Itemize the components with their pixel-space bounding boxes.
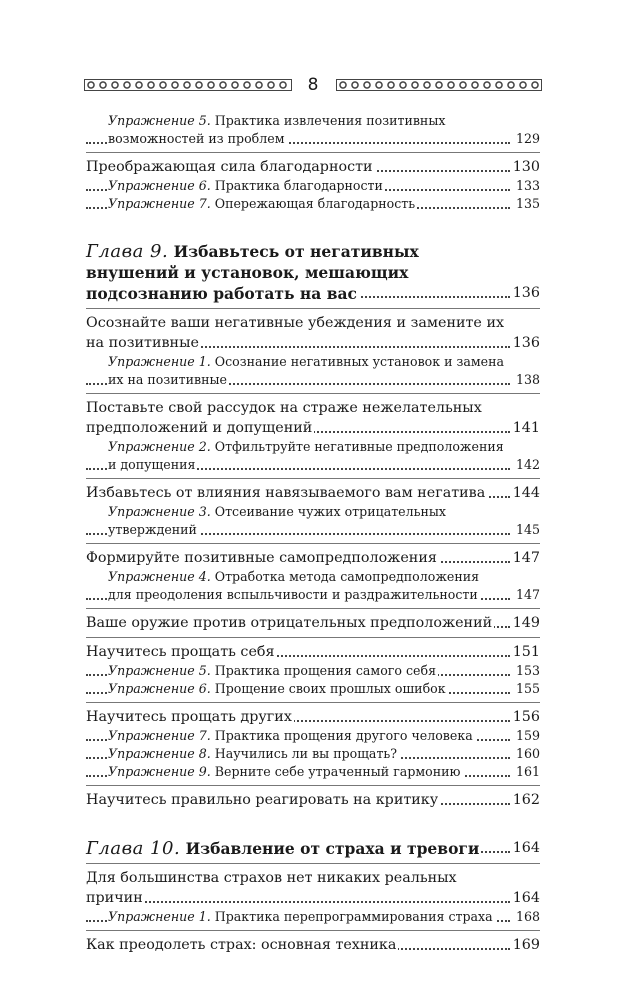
exercise-lead: Упражнение 7. [108, 728, 211, 743]
entry-page: 142 [513, 456, 540, 474]
entry-page: 147 [510, 548, 540, 568]
divider [86, 930, 540, 931]
toc-exercise[interactable] [86, 112, 540, 148]
toc-exercise[interactable] [86, 763, 540, 781]
entry-page: 136 [510, 333, 540, 353]
toc-section[interactable] [86, 398, 540, 438]
running-header [84, 72, 540, 100]
toc-exercise[interactable] [86, 195, 540, 213]
divider [86, 393, 540, 394]
chapter-label: Глава 9. [86, 241, 169, 262]
entry-page: 159 [513, 727, 540, 745]
entry-page: 168 [513, 908, 540, 926]
toc-section[interactable] [86, 642, 540, 662]
toc-section[interactable] [86, 868, 540, 908]
toc-exercise[interactable] [86, 908, 540, 926]
divider [86, 543, 540, 544]
exercise-lead: Упражнение 6. [108, 681, 211, 696]
toc-chapter[interactable] [86, 838, 540, 859]
divider [86, 637, 540, 638]
entry-page: 164 [510, 888, 540, 908]
entry-title: Практика перепрограммирования страха [214, 909, 493, 924]
chapter-gap [86, 213, 540, 241]
chapter-title: Избавление от страха и тревоги [185, 839, 480, 858]
entry-page: 130 [510, 157, 540, 177]
leader-dots [86, 901, 510, 903]
entry-page: 151 [510, 642, 540, 662]
entry-page: 169 [510, 935, 540, 955]
entry-title: Отсеивание чужих отрицательных утверждений [108, 504, 447, 537]
entry-page: 155 [513, 680, 540, 698]
entry-page: 135 [513, 195, 540, 213]
entry-page: 133 [513, 177, 540, 195]
entry-title: Ваше оружие против отрицательных предположений [86, 615, 493, 631]
entry-title: Практика прощения самого себя [214, 663, 437, 678]
toc-exercise[interactable] [86, 503, 540, 539]
entry-title: Научитесь прощать себя [86, 644, 275, 660]
entry-page: 164 [510, 838, 540, 859]
chapter-gap [86, 810, 540, 838]
entry-title: Практика прощения другого человека [214, 728, 473, 743]
divider [86, 863, 540, 864]
divider [86, 308, 540, 309]
toc-section[interactable] [86, 707, 540, 727]
entry-title: Осознайте ваши негативные убеждения и замените их на позитивные [86, 315, 505, 351]
entry-title: Отработка метода самопредположения для преодоления вспыльчивости и раздражительности [108, 569, 480, 602]
entry-title: Формируйте позитивные самопредположения [86, 550, 437, 566]
toc-exercise[interactable] [86, 353, 540, 389]
exercise-lead: Упражнение 5. [108, 113, 211, 128]
divider [86, 702, 540, 703]
chapter-title: Избавьтесь от негативных внушений и установок, мешающих подсознанию работать на вас [86, 242, 419, 303]
chapter-label: Глава 10. [86, 838, 181, 859]
entry-title: Прощение своих прошлых ошибок [214, 681, 446, 696]
toc-section[interactable] [86, 548, 540, 568]
page-number: 8 [307, 75, 319, 95]
entry-title: Научились ли вы прощать? [214, 746, 398, 761]
toc-section[interactable] [86, 935, 540, 955]
entry-title: Отфильтруйте негативные предположения и допущения [108, 439, 504, 472]
toc-exercise[interactable] [86, 438, 540, 474]
toc-exercise[interactable] [86, 568, 540, 604]
entry-page: 149 [510, 613, 540, 633]
header-ornament-right [336, 79, 542, 91]
entry-title: Поставьте свой рассудок на страже нежелательных предположений и допущений [86, 400, 482, 436]
exercise-lead: Упражнение 2. [108, 439, 211, 454]
divider [86, 478, 540, 479]
toc-exercise[interactable] [86, 727, 540, 745]
entry-title: Верните себе утраченный гармонию [214, 764, 461, 779]
entry-title: Преображающая сила благодарности [86, 159, 373, 175]
entry-page: 144 [510, 483, 540, 503]
toc-chapter[interactable] [86, 241, 540, 304]
entry-page: 147 [513, 586, 540, 604]
toc-section[interactable] [86, 613, 540, 633]
entry-title: Как преодолеть страх: основная техника [86, 937, 397, 953]
exercise-lead: Упражнение 7. [108, 196, 211, 211]
entry-page: 153 [513, 662, 540, 680]
exercise-lead: Упражнение 4. [108, 569, 211, 584]
header-ornament-left [84, 79, 292, 91]
exercise-lead: Упражнение 1. [108, 909, 211, 924]
toc-section[interactable] [86, 157, 540, 177]
entry-page: 136 [510, 283, 540, 304]
entry-page: 129 [513, 130, 540, 148]
entry-title: Практика извлечения позитивных возможностей из проблем [108, 113, 446, 146]
divider [86, 785, 540, 786]
entry-title: Избавьтесь от влияния навязываемого вам негатива [86, 485, 486, 501]
entry-page: 160 [513, 745, 540, 763]
divider [86, 608, 540, 609]
entry-title: Осознание негативных установок и замена их на позитивные [108, 354, 505, 387]
toc-exercise[interactable] [86, 680, 540, 698]
toc-section[interactable] [86, 313, 540, 353]
toc-section[interactable] [86, 483, 540, 503]
exercise-lead: Упражнение 8. [108, 746, 211, 761]
toc-exercise[interactable] [86, 177, 540, 195]
entry-title: Опережающая благодарность [214, 196, 416, 211]
entry-title: Научитесь прощать других [86, 709, 292, 725]
entry-page: 141 [510, 418, 540, 438]
toc-section[interactable] [86, 790, 540, 810]
entry-page: 145 [513, 521, 540, 539]
exercise-lead: Упражнение 1. [108, 354, 211, 369]
entry-page: 162 [510, 790, 540, 810]
divider [86, 152, 540, 153]
table-of-contents [86, 112, 540, 955]
entry-page: 161 [513, 763, 540, 781]
entry-title: Для большинства страхов нет никаких реальных причин [86, 870, 457, 906]
exercise-lead: Упражнение 9. [108, 764, 211, 779]
entry-title: Практика благодарности [214, 178, 383, 193]
exercise-lead: Упражнение 3. [108, 504, 211, 519]
entry-page: 138 [513, 371, 540, 389]
exercise-lead: Упражнение 6. [108, 178, 211, 193]
entry-title: Научитесь правильно реагировать на критику [86, 792, 439, 808]
toc-exercise[interactable] [86, 662, 540, 680]
exercise-lead: Упражнение 5. [108, 663, 211, 678]
toc-exercise[interactable] [86, 745, 540, 763]
entry-page: 156 [510, 707, 540, 727]
